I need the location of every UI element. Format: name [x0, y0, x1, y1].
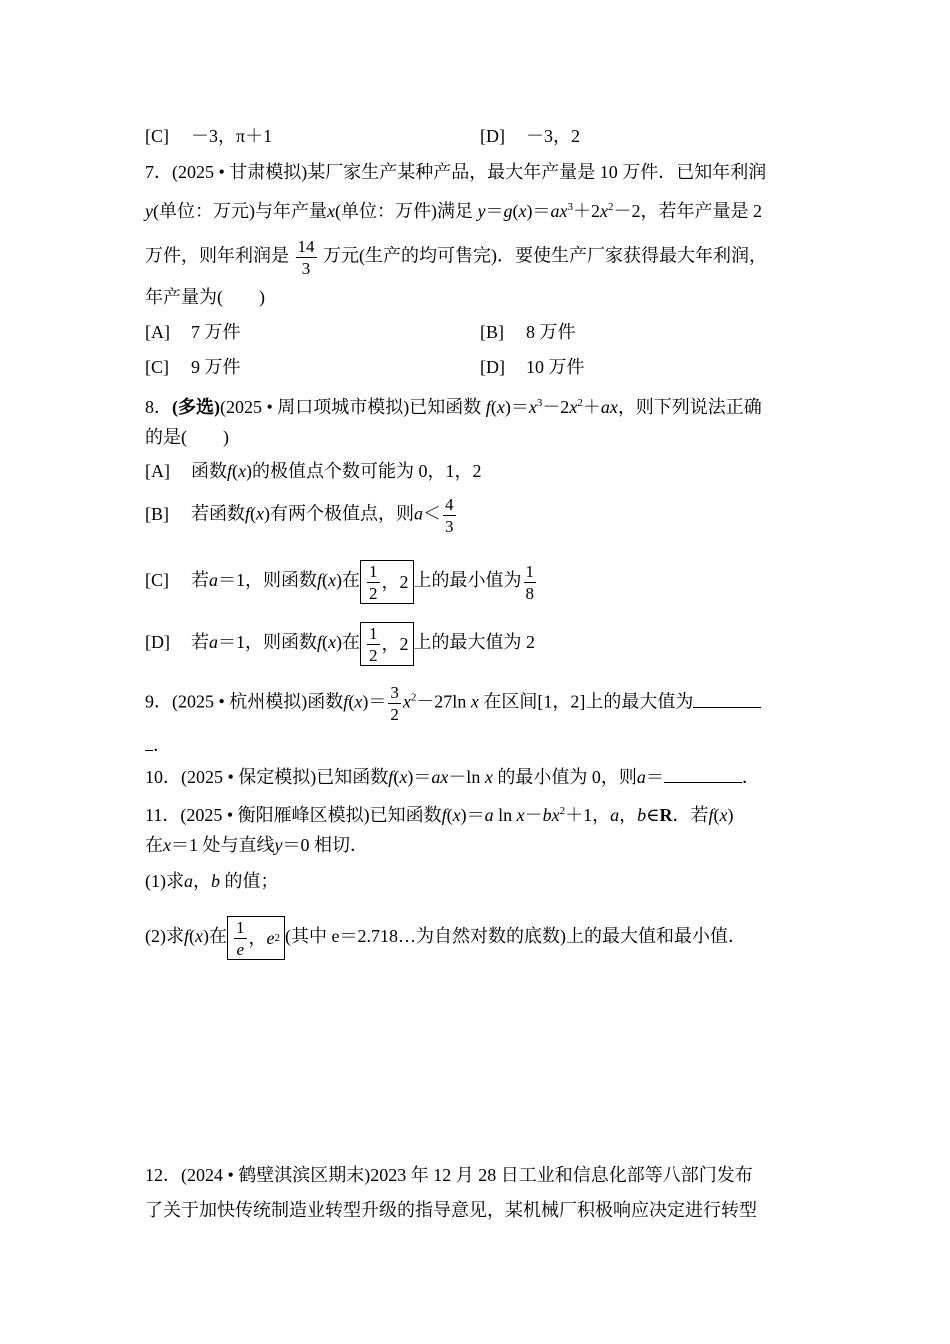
fraction-3-2: $\frac{3}{2}$	[390, 683, 399, 724]
q7-line-4: 年产量为( )	[145, 287, 265, 307]
q7-line-2: y(单位：万元)与年产量x(单位：万件)满足 $y=g(x)=ax^3+2x^2-2$，若年产量是 2	[145, 201, 762, 221]
q7-option-d: [D] 10 万件	[480, 357, 585, 377]
q11-line-2: 在x＝1 处与直线y＝0 相切．	[145, 835, 368, 855]
q12-line-1: 12．(2024 • 鹤壁淇滨区期末)2023 年 12 月 28 日工业和信息化部等八部门发布	[145, 1165, 753, 1185]
q9-line-1: 9．(2025 • 杭州模拟)函数f(x)＝ $\frac{3}{2}$ $x^2-27\ln$ x 在区间[1，2]上的最大值为	[145, 684, 761, 723]
q12-line-2: 了关于加快传统制造业转型升级的指导意见，某机械厂积极响应决定进行转型	[145, 1200, 757, 1220]
q8-option-c: [C] 若a＝1，则函数f(x)在 $\frac{1}{2}$ ，2 上的最小值为 $\frac{1}{8}$	[145, 561, 535, 603]
q10-line: 10．(2025 • 保定模拟)已知函数f(x)＝ax－ln x 的最小值为 0，则a＝ ．	[145, 767, 760, 787]
q9-line-2: ．	[145, 733, 171, 757]
answer-blank-tail	[145, 750, 153, 751]
fraction-1-8: $\frac{1}{8}$	[525, 561, 535, 603]
interval-bracket: $\frac{1}{2}$ ，2	[360, 560, 414, 604]
interval-bracket: $\frac{1}{e}$ ， e 2	[227, 916, 285, 960]
answer-blank[interactable]	[664, 782, 742, 783]
fraction-4-3: $\frac{4}{3}$	[445, 495, 454, 536]
q7-option-b: [B] 8 万件	[480, 322, 576, 342]
q11-line-1: 11．(2025 • 衡阳雁峰区模拟)已知函数f(x)＝a $\ln x-bx^2+1$，a，b∈R．若f(x)	[145, 805, 734, 825]
q8-option-b: [B] 若函数f(x)有两个极值点，则a＜ $\frac{4}{3}$	[145, 495, 454, 536]
q7-option-a: [A] 7 万件	[145, 322, 241, 342]
fraction-14-3: $\frac{14}{3}$	[297, 237, 315, 278]
q8-option-d: [D] 若a＝1，则函数f(x)在 $\frac{1}{2}$ ，2 上的最大值为 2	[145, 623, 536, 665]
answer-blank[interactable]	[693, 707, 761, 708]
q8-line-1: 8．(多选)(2025 • 周口项城市模拟)已知函数 $f(x)=x^3-2x^2+ax$，则下列说法正确	[145, 397, 762, 417]
q6-option-d: [D] －3，2	[480, 126, 580, 146]
interval-bracket: $\frac{1}{2}$ ，2	[360, 622, 414, 666]
q7-option-c: [C] 9 万件	[145, 357, 241, 377]
q11-part-2: (2)求f(x)在 $\frac{1}{e}$ ， e 2 (其中 e＝2.718…为自然对数的底数)上的最大值和最小值．	[145, 917, 746, 959]
q8-line-2: 的是( )	[145, 427, 229, 447]
q7-line-3: 万件，则年利润是 $\frac{14}{3}$ 万元(生产的均可售完)．要使生产厂家获得最大年利润，	[145, 237, 767, 278]
q8-option-a: [A] 函数f(x)的极值点个数可能为 0，1，2	[145, 461, 482, 481]
q6-option-c: [C] －3，π＋1	[145, 126, 273, 146]
q11-part-1: (1)求a，b 的值；	[145, 871, 279, 891]
q7-line-1: 7．(2025 • 甘肃模拟)某厂家生产某种产品，最大年产量是 10 万件．已知年利润	[145, 162, 767, 182]
